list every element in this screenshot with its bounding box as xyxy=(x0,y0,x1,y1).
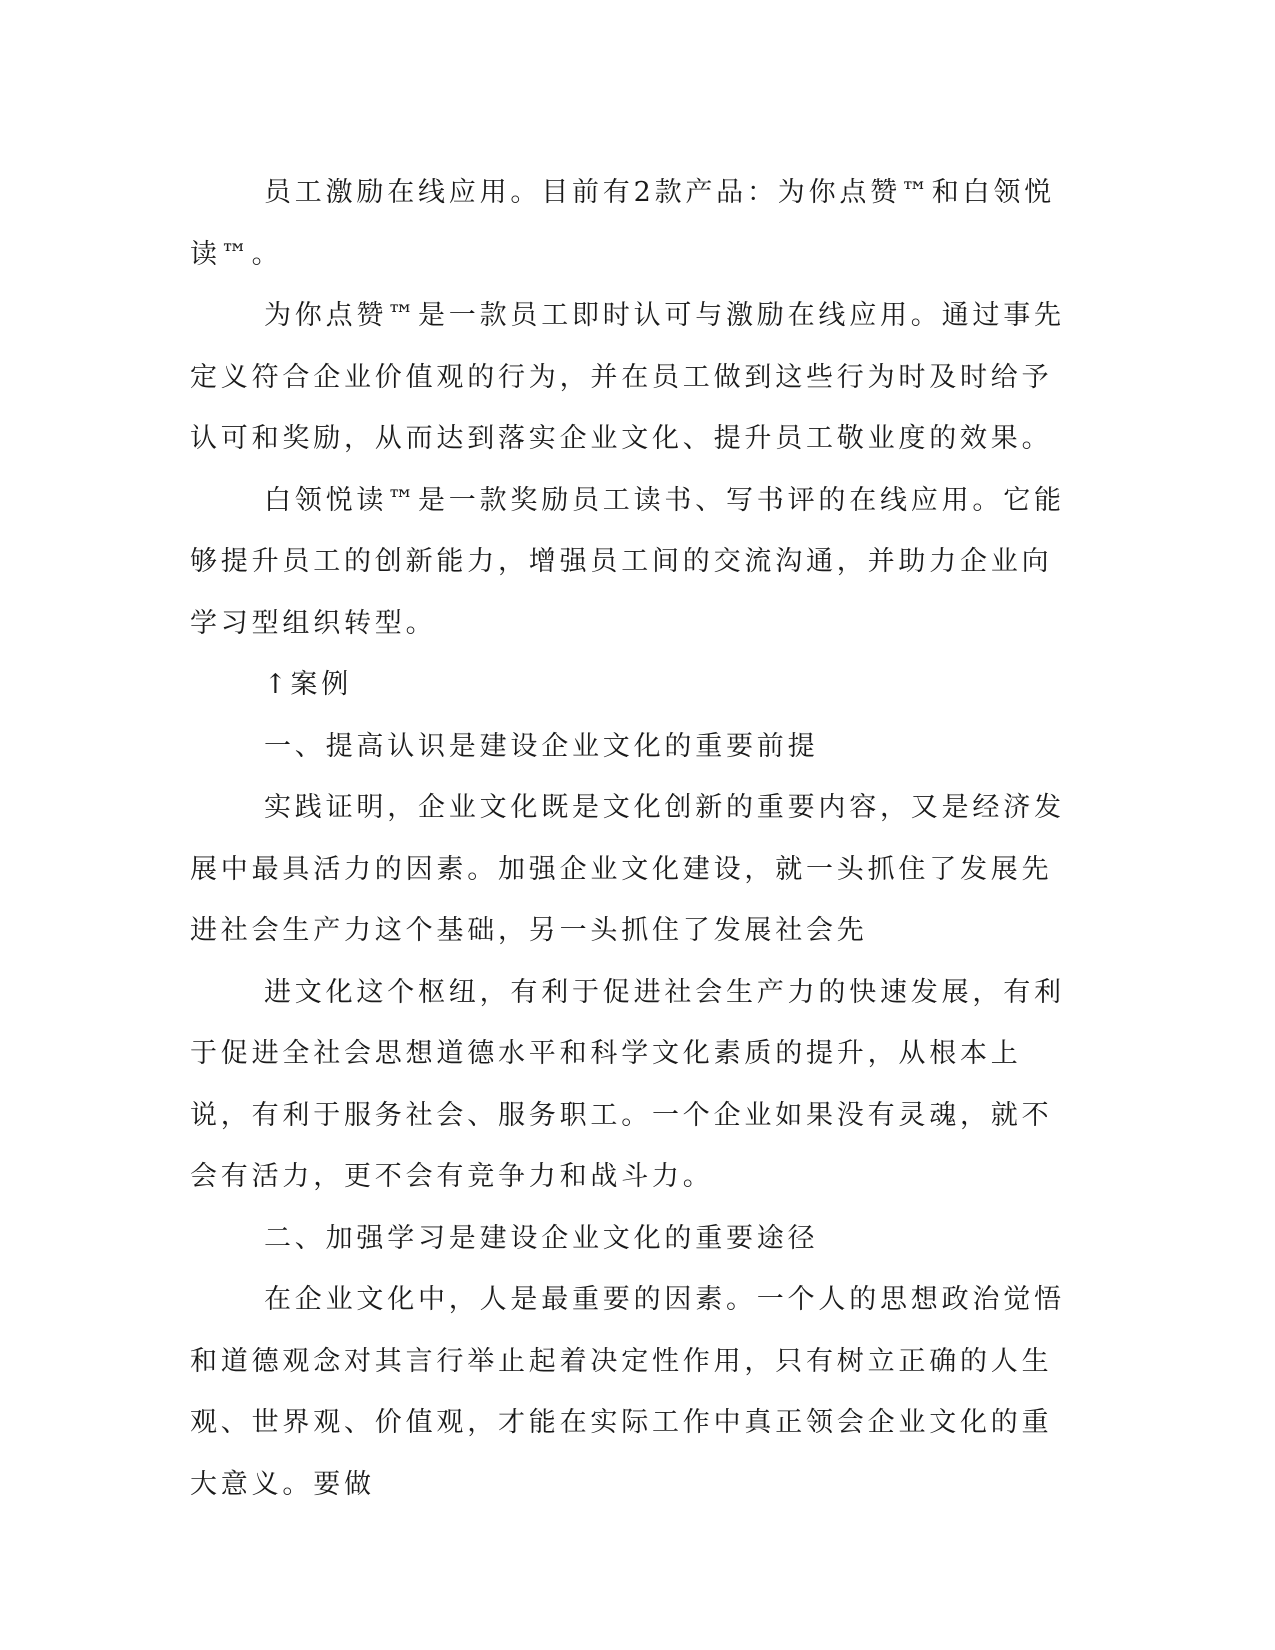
section-2-heading: 二、加强学习是建设企业文化的重要途径 xyxy=(264,1222,819,1254)
paragraph-section-1-b: 进文化这个枢纽，有利于促进社会生产力的快速发展，有利于促进全社会思想道德水平和科学文化素质的提升，从根本上说，有利于服务社会、服务职工。一个企业如果没有灵魂，就不会有活力，更不会有竞争力和战斗力。 xyxy=(190,976,1065,1192)
paragraph-section-1-a: 实践证明，企业文化既是文化创新的重要内容，又是经济发展中最具活力的因素。加强企业文化建设，就一头抓住了发展先进社会生产力这个基础，另一头抓住了发展社会先 xyxy=(190,792,1065,946)
section-1-heading: 一、提高认识是建设企业文化的重要前提 xyxy=(264,730,819,762)
document-body xyxy=(190,162,1080,1515)
paragraph-section-2-a: 在企业文化中，人是最重要的因素。一个人的思想政治觉悟和道德观念对其言行举止起着决定性作用，只有树立正确的人生观、世界观、价值观，才能在实际工作中真正领会企业文化的重大意义。要做 xyxy=(190,1284,1065,1500)
case-heading: ↑案例 xyxy=(264,669,353,700)
paragraph-product-2: 白领悦读™是一款奖励员工读书、写书评的在线应用。它能够提升员工的创新能力，增强员工间的交流沟通，并助力企业向学习型组织转型。 xyxy=(190,484,1065,639)
paragraph-product-1: 为你点赞™是一款员工即时认可与激励在线应用。通过事先定义符合企业价值观的行为，并在员工做到这些行为时及时给予认可和奖励，从而达到落实企业文化、提升员工敬业度的效果。 xyxy=(190,300,1065,454)
paragraph-intro: 员工激励在线应用。目前有2款产品：为你点赞™和白领悦读™。 xyxy=(190,177,1055,270)
